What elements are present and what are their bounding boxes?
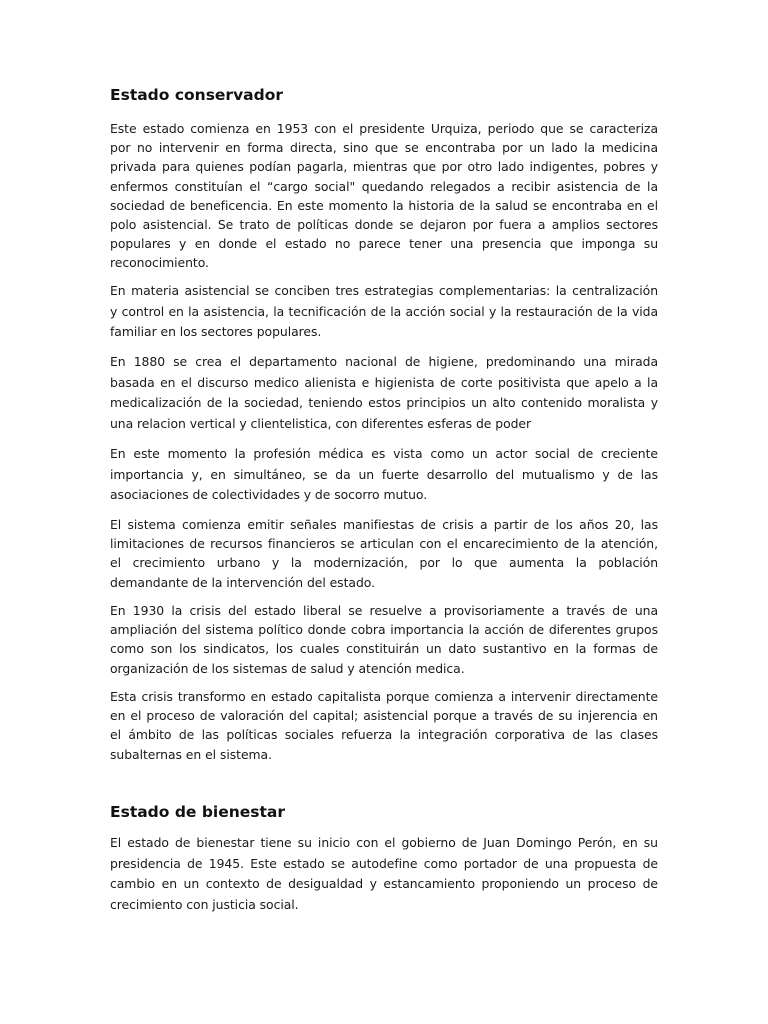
paragraph [110, 444, 658, 506]
text-line: privada para quienes podían pagarla, mientras que por otro lado indigentes, pobres y [110, 159, 658, 175]
text-line: cambio en un contexto de desigualdad y estancamiento proponiendo un proceso de [110, 876, 658, 891]
text-line: medicalización de la sociedad, teniendo estos principios un alto contenido moralista y [110, 395, 658, 410]
text-line: En 1880 se crea el departamento nacional de higiene, predominando una mirada [110, 354, 658, 369]
text-line: populares y en donde el estado no parece tener una presencia que imponga su [110, 236, 658, 252]
text-line: como son los sindicatos, los cuales constituirán un dato sustantivo en la formas de [110, 641, 658, 657]
text-line: ampliación del sistema político donde cobra importancia la acción de diferentes grupos [110, 622, 658, 638]
paragraph [110, 687, 658, 764]
paragraph [110, 352, 658, 434]
text-line: por no intervenir en forma directa, sino que se encontraba por un lado la medicina [110, 140, 658, 156]
text-line: asociaciones de colectividades y de socorro mutuo. [110, 487, 428, 502]
text-line: demandante de la intervención del estado. [110, 574, 375, 590]
text-line: Este estado comienza en 1953 con el presidente Urquiza, periodo que se caracteriza [110, 121, 658, 136]
text-line: una relacion vertical y clientelistica, con diferentes esferas de poder [110, 415, 532, 431]
paragraph [110, 833, 658, 915]
text-line: sociedad de beneficencia. En este momento la historia de la salud se encontraba en el [110, 197, 658, 213]
paragraph [110, 281, 658, 343]
text-line: limitaciones de recursos financieros se articulan con el encarecimiento de la atención, [110, 536, 658, 552]
text-line: el crecimiento urbano y la modernización, por lo que aumenta la población [110, 555, 658, 571]
text-line: El estado de bienestar tiene su inicio con el gobierno de Juan Domingo Perón, en su [110, 835, 658, 850]
section-title-estado-de-bienestar: Estado de bienestar [110, 803, 286, 821]
text-line: crecimiento con justicia social. [110, 896, 299, 912]
text-line: En 1930 la crisis del estado liberal se resuelve a provisoriamente a través de una [110, 603, 658, 618]
paragraph [110, 601, 658, 678]
text-line: En materia asistencial se conciben tres estrategias complementarias: la centralización [110, 283, 658, 298]
text-line: reconocimiento. [110, 255, 209, 271]
text-line: presidencia de 1945. Este estado se autodefine como portador de una propuesta de [110, 855, 658, 871]
text-line: subalternas en el sistema. [110, 746, 272, 762]
text-line: familiar en los sectores populares. [110, 324, 322, 339]
text-line: Esta crisis transformo en estado capitalista porque comienza a intervenir directamente [110, 689, 658, 704]
text-line: organización de los sistemas de salud y atención medica. [110, 660, 465, 676]
text-line: polo asistencial. Se trato de políticas donde se dejaron por fuera a amplios sectores [110, 217, 658, 233]
text-line: en el proceso de valoración del capital; asistencial porque a través de su injerencia en [110, 708, 658, 724]
paragraph [110, 515, 658, 592]
text-line: enfermos constituían el “cargo social" quedando relegados a recibir asistencia de la [110, 178, 658, 194]
text-line: El sistema comienza emitir señales manifiestas de crisis a partir de los años 20, las [110, 517, 658, 532]
paragraph [110, 119, 658, 273]
text-line: basada en el discurso medico alienista e higienista de corte positivista que apelo a la [110, 374, 658, 390]
text-line: y control en la asistencia, la tecnificación de la acción social y la restauración de la vida [110, 303, 658, 319]
section-title-estado-conservador: Estado conservador [110, 86, 284, 104]
text-line: En este momento la profesión médica es vista como un actor social de creciente [110, 446, 658, 461]
text-line: importancia y, en simultáneo, se da un fuerte desarrollo del mutualismo y de las [110, 466, 658, 482]
text-line: el ámbito de las políticas sociales refuerza la integración corporativa de las clases [110, 727, 658, 743]
